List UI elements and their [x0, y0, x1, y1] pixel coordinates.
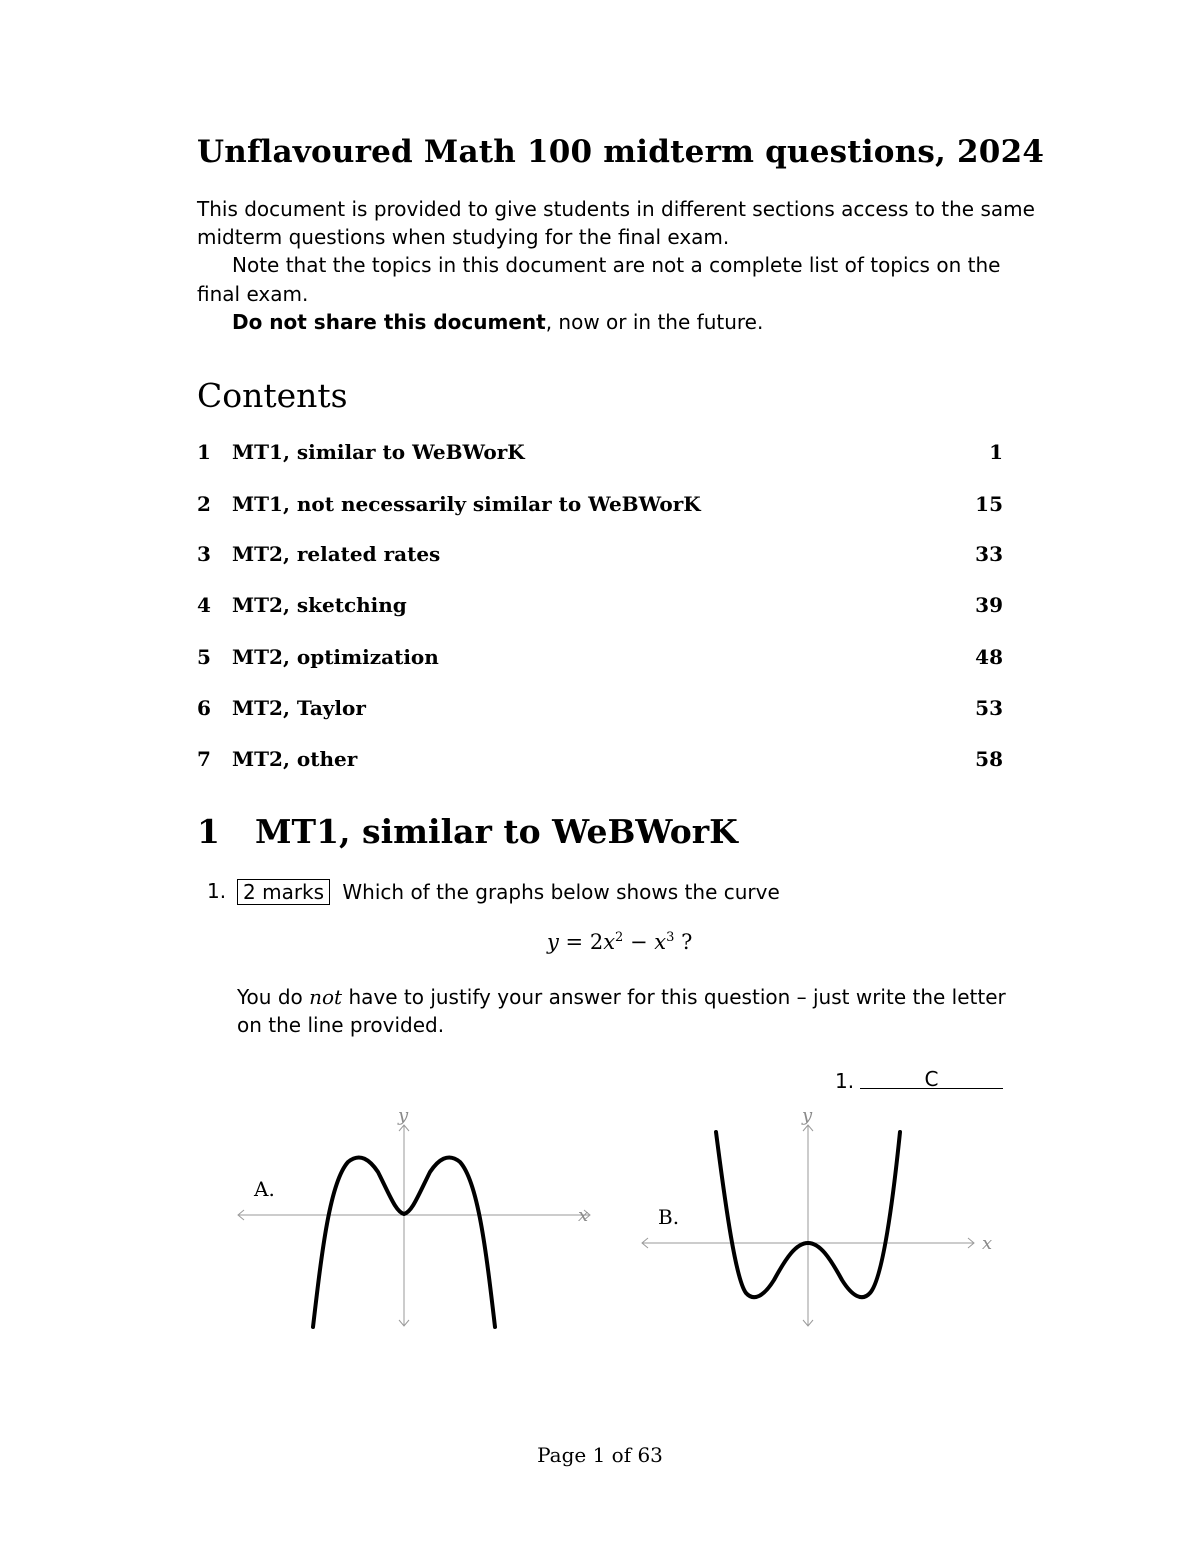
- answer-value: C: [924, 1067, 939, 1091]
- contents-heading: Contents: [197, 376, 348, 415]
- graph-b-x-label: x: [982, 1233, 993, 1254]
- share-warning: [232, 310, 763, 334]
- intro-line-1: This document is provided to give students in different sections access to the same: [197, 197, 1035, 221]
- graph-a-y-label: y: [398, 1105, 409, 1126]
- toc-entry-5[interactable]: [197, 645, 1003, 669]
- toc-num: 5: [197, 645, 211, 669]
- document-title: Unflavoured Math 100 midterm questions, 2024: [197, 134, 1045, 170]
- toc-entry-1[interactable]: [197, 440, 1003, 464]
- instruction-line-1: [237, 985, 1006, 1009]
- toc-page: 39: [975, 593, 1003, 617]
- toc-num: 6: [197, 696, 211, 720]
- marks-box: 2 marks: [237, 879, 330, 905]
- toc-entry-6[interactable]: [197, 696, 1003, 720]
- instr-after: have to justify your answer for this question – just write the letter: [342, 985, 1006, 1009]
- intro-line-2: midterm questions when studying for the final exam.: [197, 225, 730, 249]
- toc-page: 53: [975, 696, 1003, 720]
- graph-a-x-label: x: [578, 1205, 589, 1226]
- toc-num: 2: [197, 492, 211, 516]
- share-warning-bold: Do not share this document: [232, 310, 546, 334]
- toc-num: 7: [197, 747, 211, 771]
- toc-page: 48: [975, 645, 1003, 669]
- section-title: MT1, similar to WeBWorK: [255, 812, 738, 851]
- toc-text: MT2, Taylor: [232, 696, 366, 720]
- toc-page: 33: [975, 542, 1003, 566]
- eq-x1: x: [603, 930, 616, 954]
- eq-q: ?: [674, 930, 693, 954]
- graph-a-label: A.: [254, 1177, 275, 1201]
- toc-entry-7[interactable]: [197, 747, 1003, 771]
- toc-entry-4[interactable]: [197, 593, 1003, 617]
- eq-exp1: 2: [615, 930, 624, 945]
- instruction-line-2: on the line provided.: [237, 1013, 445, 1037]
- share-warning-rest: , now or in the future.: [545, 310, 764, 334]
- page-footer: Page 1 of 63: [537, 1443, 663, 1467]
- question-1-prompt: Which of the graphs below shows the curve: [342, 880, 780, 904]
- eq-minus: −: [623, 930, 655, 954]
- graph-b: [634, 1100, 1004, 1335]
- answer-line[interactable]: [860, 1088, 1003, 1089]
- toc-entry-2[interactable]: [197, 492, 1003, 516]
- toc-page: 15: [975, 492, 1003, 516]
- eq-y: y: [547, 930, 559, 954]
- toc-entry-3[interactable]: [197, 542, 1003, 566]
- eq-exp2: 3: [666, 930, 675, 945]
- toc-text: MT2, related rates: [232, 542, 441, 566]
- instr-italic: not: [309, 985, 343, 1009]
- toc-text: MT2, optimization: [232, 645, 439, 669]
- toc-num: 1: [197, 440, 211, 464]
- toc-text: MT2, sketching: [232, 593, 407, 617]
- section-number: 1: [197, 812, 220, 851]
- toc-text: MT1, not necessarily similar to WeBWorK: [232, 492, 701, 516]
- question-1-header: [237, 879, 780, 905]
- toc-num: 3: [197, 542, 211, 566]
- toc-page: 1: [989, 440, 1003, 464]
- note-line-1: Note that the topics in this document are not a complete list of topics on the: [232, 253, 1001, 277]
- graph-a: [230, 1100, 600, 1335]
- graph-b-label: B.: [658, 1205, 680, 1229]
- toc-text: MT2, other: [232, 747, 358, 771]
- toc-page: 58: [975, 747, 1003, 771]
- curve-equation: [547, 930, 692, 954]
- graph-b-y-label: y: [802, 1105, 813, 1126]
- answer-label: 1.: [835, 1069, 855, 1093]
- question-1-number: 1.: [207, 879, 227, 903]
- eq-equals: = 2: [558, 930, 604, 954]
- section-1-heading: [197, 812, 738, 851]
- eq-x2: x: [654, 930, 667, 954]
- note-line-2: final exam.: [197, 282, 309, 306]
- toc-num: 4: [197, 593, 211, 617]
- instr-before: You do: [237, 985, 310, 1009]
- toc-text: MT1, similar to WeBWorK: [232, 440, 525, 464]
